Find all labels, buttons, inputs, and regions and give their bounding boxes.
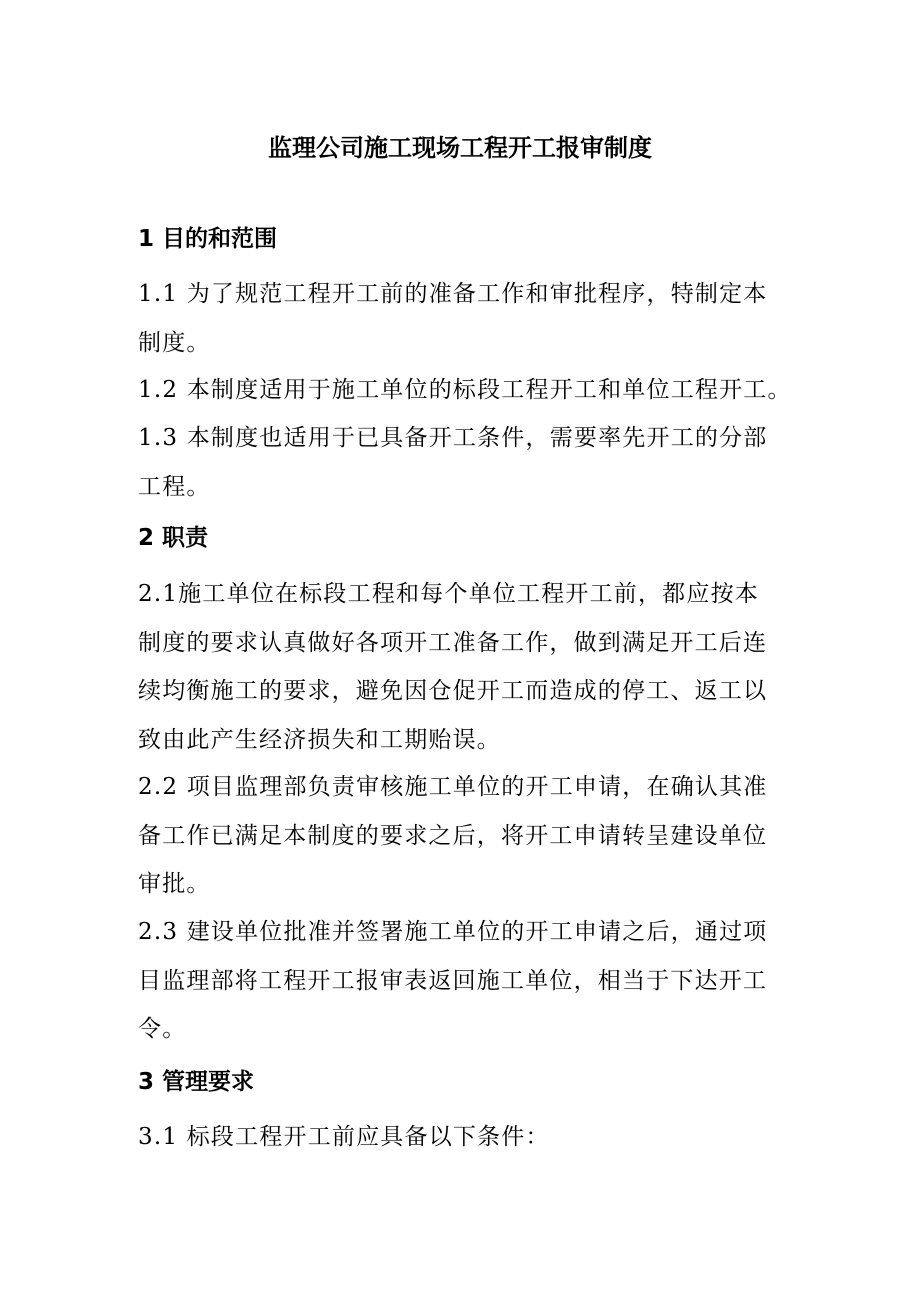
- document-title: 监理公司施工现场工程开工报审制度: [268, 134, 652, 162]
- paragraph-line: 审批。: [138, 871, 211, 897]
- paragraph-line: 制度。: [138, 329, 211, 356]
- paragraph-line: 1.1 为了规范工程开工前的准备工作和审批程序，特制定本: [138, 281, 768, 307]
- paragraph-line: 制度的要求认真做好各项开工准备工作，做到满足开工后连: [138, 629, 768, 656]
- paragraph-line: 备工作已满足本制度的要求之后，将开工申请转呈建设单位: [138, 822, 768, 849]
- paragraph-line: 1.3 本制度也适用于已具备开工条件，需要率先开工的分部: [138, 425, 768, 451]
- paragraph-1-3: [138, 414, 798, 511]
- paragraph-line: 1.2 本制度适用于施工单位的标段工程开工和单位工程开工。: [138, 377, 792, 403]
- paragraph-2-2: [138, 763, 798, 909]
- section-heading-2: 2 职责: [138, 525, 209, 551]
- paragraph-line: 工程。: [138, 473, 211, 500]
- paragraph-3-1: [138, 1113, 798, 1162]
- paragraph-1-2: [138, 366, 798, 415]
- paragraph-line: 3.1 标段工程开工前应具备以下条件：: [138, 1124, 550, 1150]
- section-heading-3: 3 管理要求: [138, 1069, 255, 1095]
- paragraph-line: 目监理部将工程开工报审表返回施工单位，相当于下达开工: [138, 967, 768, 994]
- section-heading-1: 1 目的和范围: [138, 226, 278, 252]
- paragraph-2-1: [138, 570, 798, 764]
- paragraph-line: 致由此产生经济损失和工期贻误。: [138, 726, 501, 753]
- paragraph-1-1: [138, 270, 798, 367]
- paragraph-line: 2.2 项目监理部负责审核施工单位的开工申请，在确认其准: [138, 774, 768, 800]
- paragraph-line: 2.3 建设单位批准并签署施工单位的开工申请之后，通过项: [138, 919, 768, 945]
- paragraph-line: 令。: [138, 1016, 187, 1042]
- paragraph-line: 2.1施工单位在标段工程和每个单位工程开工前，都应按本: [138, 581, 759, 607]
- paragraph-line: 续均衡施工的要求，避免因仓促开工而造成的停工、返工以: [138, 678, 768, 704]
- paragraph-2-3: [138, 908, 798, 1054]
